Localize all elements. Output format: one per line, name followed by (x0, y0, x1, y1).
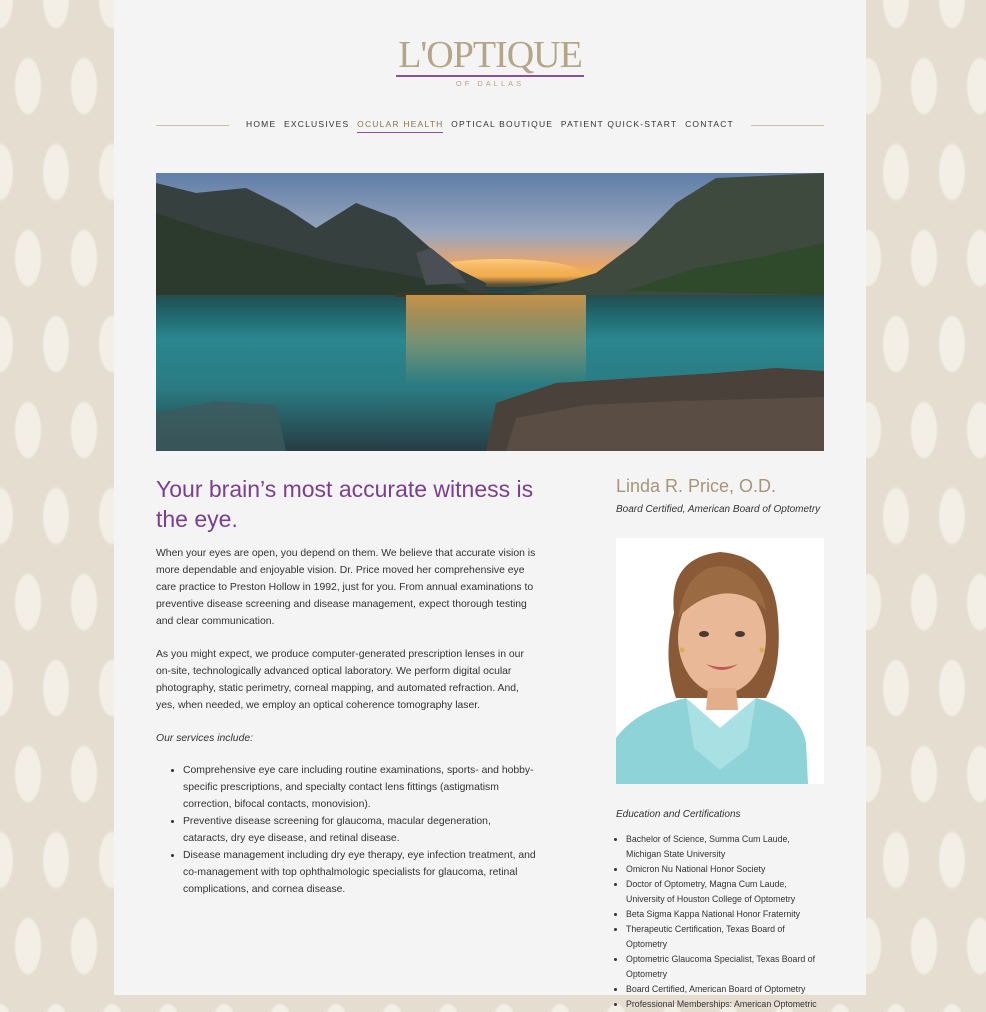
page-headline: Your brain’s most accurate witness is the eye. (156, 476, 534, 532)
hero-image-lake-mountains (156, 173, 824, 451)
education-list (616, 832, 826, 1012)
nav-patient-quick-start[interactable]: PATIENT QUICK-START (560, 119, 678, 129)
intro-paragraph: When your eyes are open, you depend on them. We believe that accurate vision is more dependable and enjoyable vision. Dr. Price moved her comprehensive eye care practice to Preston Hollow in 1992, just for you. From annual examinations to preventive disease screening and disease management, expect thorough testing and clear communication. (156, 548, 536, 627)
list-item: • Professional Memberships: American Optometric (626, 997, 826, 1012)
list-item: • Therapeutic Certification, Texas Board of Optometry (626, 922, 826, 952)
services-label: Our services include: (156, 733, 254, 744)
nav-divider-right (751, 125, 824, 126)
doctor-sidebar (616, 474, 826, 1012)
portrait-graphic (616, 538, 824, 784)
list-item: • Doctor of Optometry, Magna Cum Laude, University of Houston College of Optometry (626, 877, 826, 907)
list-item: • Disease management including dry eye therapy, eye infection treatment, and co-management with top ophthalmologic specialists for glaucoma, retinal complications, and cornea disease. (183, 847, 536, 898)
nav-exclusives[interactable]: EXCLUSIVES (284, 119, 350, 129)
doctor-name: Linda R. Price, O.D. (616, 476, 777, 496)
lab-paragraph: As you might expect, we produce computer-generated prescription lenses in our on-site, technologically advanced optical laboratory. We perform digital ocular photography, static perimetry, corneal mapping, and automated refraction. And, yes, when needed, we employ an optical coherence tomography laser. (156, 649, 524, 711)
doctor-certification: Board Certified, American Board of Optometry (616, 504, 821, 515)
nav-ocular-health[interactable]: OCULAR HEALTH (357, 119, 443, 133)
list-item: • Comprehensive eye care including routine examinations, sports- and hobby-specific prescriptions, and specialty contact lens fittings (astigmatism correction, bifocal contacts, monovision). (183, 762, 536, 813)
services-list (156, 762, 536, 898)
list-item: • Beta Sigma Kappa National Honor Fraternity (626, 907, 826, 922)
doctor-portrait (616, 538, 824, 784)
site-logo[interactable] (114, 36, 866, 88)
nav-items (246, 119, 734, 133)
nav-divider-left (156, 125, 229, 126)
main-content (156, 474, 536, 898)
nav-contact[interactable]: CONTACT (685, 119, 734, 129)
list-item: • Optometric Glaucoma Specialist, Texas Board of Optometry (626, 952, 826, 982)
main-nav (156, 119, 824, 135)
logo-wordmark: L'OPTIQUE (398, 34, 582, 76)
list-item: • Board Certified, American Board of Optometry (626, 982, 826, 997)
education-label: Education and Certifications (616, 809, 741, 820)
nav-home[interactable]: HOME (246, 119, 277, 129)
page-container (114, 0, 866, 1009)
hero-landscape-graphic (156, 173, 824, 451)
list-item: • Preventive disease screening for glaucoma, macular degeneration, cataracts, dry eye disease, and retinal disease. (183, 813, 536, 847)
list-item: • Bachelor of Science, Summa Cum Laude, Michigan State University (626, 832, 826, 862)
logo-subtitle: OF DALLAS (455, 79, 525, 88)
nav-optical-boutique[interactable]: OPTICAL BOUTIQUE (451, 119, 554, 129)
list-item: • Omicron Nu National Honor Society (626, 862, 826, 877)
